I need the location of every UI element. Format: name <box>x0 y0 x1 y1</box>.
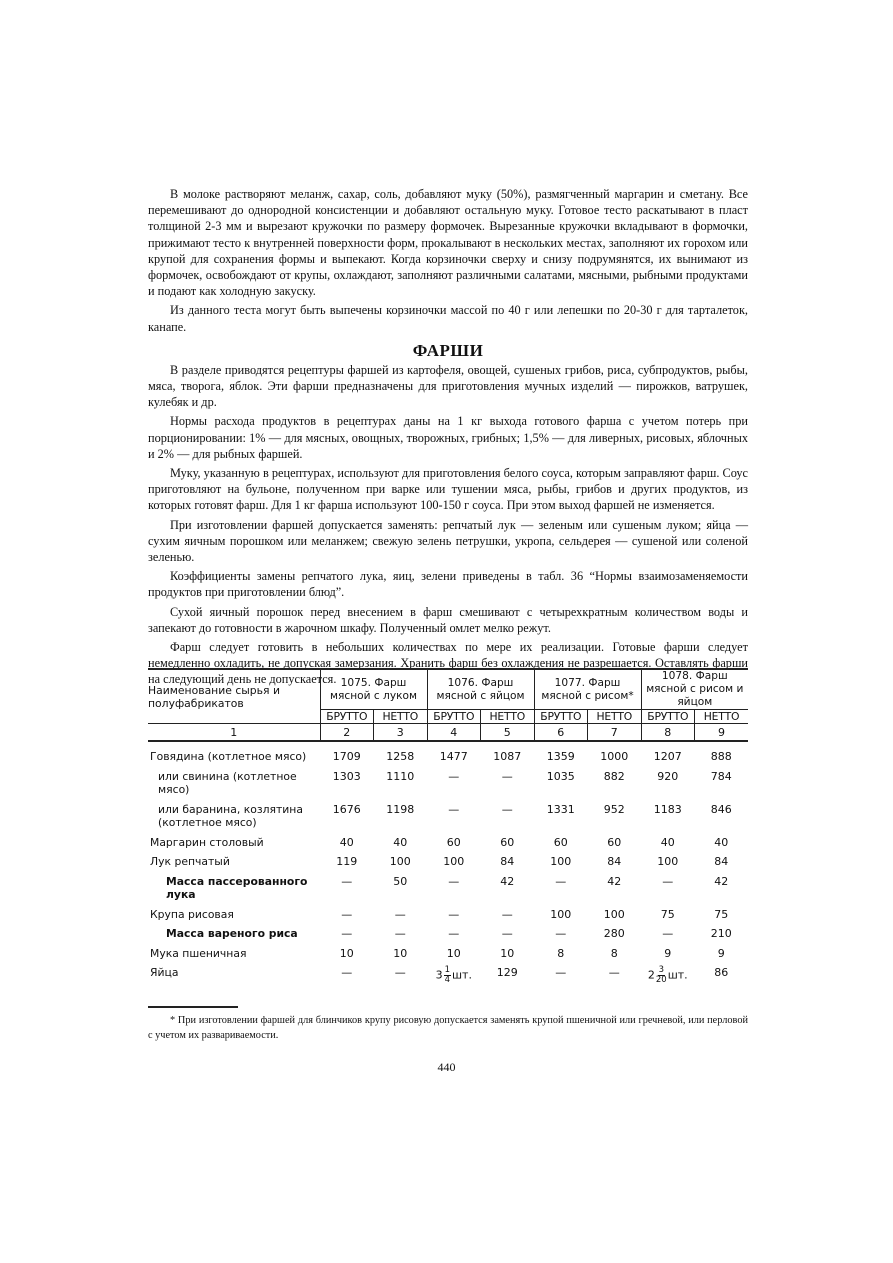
quantity-cell: 9 <box>717 946 725 960</box>
fraction-denominator: 20 <box>655 975 667 985</box>
quantity-cell: 10 <box>500 946 515 960</box>
quantity-cell: 1198 <box>386 802 415 816</box>
quantity-cell: 1709 <box>332 750 361 763</box>
section-title: ФАРШИ <box>412 340 484 360</box>
net-header: НЕТТО <box>481 710 535 724</box>
quantity-cell: 888 <box>710 750 732 763</box>
quantity-cell: 8 <box>610 946 618 960</box>
quantity-cell: 84 <box>607 855 622 868</box>
ingredient-name: Крупа рисовая <box>150 907 234 921</box>
quantity-cell: 42 <box>607 874 622 888</box>
table-row <box>148 905 748 925</box>
ingredient-name: Мука пшеничная <box>150 946 247 960</box>
quantity-cell: — <box>394 927 406 940</box>
quantity-cell: 10 <box>446 946 461 960</box>
quantity-cell: 100 <box>389 855 411 868</box>
quantity-cell: — <box>501 927 513 940</box>
gross-header: БРУТТО <box>427 710 481 724</box>
section-paragraph: Сухой яичный порошок перед внесением в фарш смешивают с четырехкратным количеством воды и запекают до готовности в жарочном шкафу. Полученный омлет мелко режут. <box>148 604 748 635</box>
section-body <box>148 362 748 688</box>
recipe-group-header: 1075. Фарш мясной с луком <box>320 669 427 710</box>
table-row <box>148 963 748 988</box>
ingredient-name: Яйца <box>150 966 179 979</box>
quantity-cell: 10 <box>393 946 408 960</box>
quantity-cell: 100 <box>443 855 465 868</box>
fraction-whole: 3 <box>435 968 443 982</box>
section-paragraph: В разделе приводятся рецептуры фаршей из картофеля, овощей, сушеных грибов, риса, субпродуктов, рыбы, мяса, творога, яблок. Эти фарши предназначены для приготовления мучных изделий — пирожков, ватрушек, кулебяк и др. <box>148 362 748 410</box>
ingredient-column-header: Наименование сырья и полуфабрикатов <box>148 669 320 724</box>
quantity-cell: 1000 <box>600 750 629 763</box>
quantity-cell: 1303 <box>332 769 361 783</box>
quantity-cell: 42 <box>714 874 729 888</box>
quantity-cell: 40 <box>660 835 675 849</box>
quantity-cell: — <box>555 966 567 979</box>
quantity-cell: — <box>448 927 460 940</box>
recipe-group-header: 1076. Фарш мясной с яйцом <box>427 669 534 710</box>
quantity-cell: 100 <box>603 907 625 921</box>
fraction-numerator: 3 <box>658 965 664 975</box>
quantity-cell: 1087 <box>493 750 522 763</box>
quantity-cell: 119 <box>336 855 358 868</box>
column-number: 1 <box>148 724 320 742</box>
quantity-cell: 10 <box>339 946 354 960</box>
quantity-cell: — <box>501 802 513 816</box>
fraction-denominator: 4 <box>444 975 450 985</box>
net-header: НЕТТО <box>374 710 428 724</box>
intro-block <box>148 186 748 335</box>
column-number: 4 <box>427 724 481 742</box>
ingredient-name: или свинина (котлетное мясо) <box>158 769 297 796</box>
gross-header: БРУТТО <box>320 710 374 724</box>
quantity-cell: — <box>448 769 460 783</box>
footnote-divider <box>148 1006 238 1008</box>
page-number: 440 <box>437 1060 456 1074</box>
quantity-cell: 60 <box>607 835 622 849</box>
quantity-cell: 1477 <box>439 750 468 763</box>
quantity-cell: 920 <box>657 769 679 783</box>
gross-header: БРУТТО <box>641 710 695 724</box>
table-row <box>148 833 748 853</box>
quantity-cell: — <box>555 927 567 940</box>
fraction-unit: шт. <box>451 968 472 982</box>
quantity-cell: 50 <box>393 874 408 888</box>
quantity-cell: 100 <box>657 855 679 868</box>
quantity-cell: 100 <box>550 855 572 868</box>
table-row <box>148 872 748 905</box>
quantity-cell: 952 <box>603 802 625 816</box>
table-row <box>148 944 748 964</box>
ingredient-name: Лук репчатый <box>150 855 230 868</box>
quantity-cell: — <box>448 907 460 921</box>
quantity-cell: 60 <box>446 835 461 849</box>
net-header: НЕТТО <box>695 710 749 724</box>
quantity-cell: — <box>448 802 460 816</box>
table-row <box>148 767 748 800</box>
quantity-cell: — <box>662 927 674 940</box>
quantity-cell: — <box>341 966 353 979</box>
section-paragraph: Нормы расхода продуктов в рецептурах даны на 1 кг выхода готового фарша с учетом потерь при порционировании: 1% — для мясных, овощных, творожных, грибных; 1,5% — для ливерных, рисовых, яблочных и 2% — для рыбных фаршей. <box>148 414 748 461</box>
quantity-cell: 1035 <box>546 769 575 783</box>
ingredient-name: Говядина (котлетное мясо) <box>150 750 307 763</box>
section-paragraph: Муку, указанную в рецептурах, используют для приготовления белого соуса, которым заправляют фарш. Соус приготовляют на бульоне, полученном при варке или тушении мяса, рыбы, грибов и других продуктов, из которых готовят фарш. Для 1 кг фарша используют 100-150 г соуса. При этом выход фаршей не изменяется. <box>148 466 748 513</box>
quantity-cell: — <box>341 907 353 921</box>
quantity-cell: 60 <box>500 835 515 849</box>
table-row <box>148 800 748 833</box>
quantity-cell: — <box>341 927 353 940</box>
fraction-numerator: 1 <box>444 965 450 975</box>
quantity-cell: 40 <box>339 835 354 849</box>
column-number: 7 <box>588 724 642 742</box>
table-body <box>148 741 748 988</box>
intro-paragraph: В молоке растворяют меланж, сахар, соль, добавляют муку (50%), размягченный маргарин и сметану. Все перемешивают до однородной консистенции и добавляют остальную муку. Готовое тесто раскатывают в пласт толщиной 2-3 мм и вырезают кружочки по размеру формочек. Вырезанные кружочки вкладывают в формочки, прижимают тесто к внутренней поверхности форм, прокалывают в нескольких местах, заполняют их горохом или крупой для сохранения формы и выпекают. Когда корзиночки сверху и снизу подрумянятся, их вынимают из формочек, освобождают от крупы, охлаждают, заполняют различными салатами, мясными, рыбными продуктами и подают как холодную закуску. <box>148 187 748 299</box>
section-paragraph: При изготовлении фаршей допускается заменять: репчатый лук — зеленым или сушеным луком; яйца — сухим яичным порошком или меланжем; свежую зелень петрушки, укропа, сельдерея — сушеной или соленой зеленью. <box>148 517 748 565</box>
column-number: 2 <box>320 724 374 742</box>
quantity-cell: 42 <box>500 874 515 888</box>
fraction <box>444 966 451 985</box>
quantity-cell: — <box>501 907 513 921</box>
ingredient-name: или баранина, козлятина (котлетное мясо) <box>158 802 303 829</box>
quantity-cell: 84 <box>500 855 515 868</box>
section-paragraph: Коэффициенты замены репчатого лука, яиц, зелени приведены в табл. 36 “Нормы взаимозаменяемости продуктов при приготовлении блюд”. <box>148 569 748 600</box>
quantity-cell: — <box>662 874 674 888</box>
quantity-cell: 1676 <box>332 802 361 816</box>
column-number: 5 <box>481 724 535 742</box>
quantity-cell: 75 <box>714 907 729 921</box>
table-row <box>148 741 748 767</box>
quantity-cell: 280 <box>603 927 625 940</box>
quantity-cell: 75 <box>660 907 675 921</box>
column-number: 6 <box>534 724 588 742</box>
quantity-cell: 129 <box>496 966 518 979</box>
intro-paragraph: Из данного теста могут быть выпечены корзиночки массой по 40 г или лепешки по 20-30 г для тарталеток, канапе. <box>148 303 748 334</box>
quantity-cell: 9 <box>664 946 672 960</box>
quantity-cell: 40 <box>393 835 408 849</box>
gross-header: БРУТТО <box>534 710 588 724</box>
quantity-cell: 1331 <box>546 802 575 816</box>
quantity-cell <box>427 963 481 988</box>
quantity-cell: 86 <box>714 966 729 979</box>
quantity-cell: 210 <box>710 927 732 940</box>
quantity-cell: 84 <box>714 855 729 868</box>
quantity-cell: 1207 <box>653 750 682 763</box>
table-row <box>148 924 748 944</box>
fraction <box>656 966 667 985</box>
ingredient-name: Масса вареного риса <box>166 927 298 940</box>
quantity-cell: 882 <box>603 769 625 783</box>
net-header: НЕТТО <box>588 710 642 724</box>
page-text <box>148 186 748 688</box>
fraction-unit: шт. <box>667 968 688 982</box>
recipe-table <box>148 668 748 988</box>
quantity-cell: 1183 <box>653 802 682 816</box>
recipe-group-header: 1077. Фарш мясной с рисом* <box>534 669 641 710</box>
quantity-cell: — <box>394 966 406 979</box>
section-paragraph: Фарш следует готовить в небольших количествах по мере их реализации. Готовые фарши следует немедленно охладить, не допуская замерзания. Хранить фарш без охлаждения не разрешается. Оставлять фарши на следующий день не допускается. <box>148 640 748 687</box>
column-number: 3 <box>374 724 428 742</box>
ingredient-name: Масса пассерованного лука <box>166 874 308 901</box>
quantity-cell: 846 <box>710 802 732 816</box>
quantity-cell: — <box>501 769 513 783</box>
footnote: * При изготовлении фаршей для блинчиков крупу рисовую допускается заменять крупой пшеничной или гречневой, или перловой с учетом их развариваемости. <box>148 1015 748 1041</box>
quantity-cell: — <box>341 874 353 888</box>
recipe-group-header: 1078. Фарш мясной с рисом и яйцом <box>641 669 748 710</box>
column-number: 8 <box>641 724 695 742</box>
quantity-cell: 1258 <box>386 750 415 763</box>
table-row <box>148 852 748 872</box>
quantity-cell: 1110 <box>386 769 415 783</box>
quantity-cell: — <box>394 907 406 921</box>
quantity-cell: 100 <box>550 907 572 921</box>
quantity-cell: — <box>608 966 620 979</box>
quantity-cell: 784 <box>710 769 732 783</box>
quantity-cell: — <box>555 874 567 888</box>
quantity-cell: 40 <box>714 835 729 849</box>
quantity-cell: 60 <box>553 835 568 849</box>
column-number: 9 <box>695 724 749 742</box>
quantity-cell: 1359 <box>546 750 575 763</box>
quantity-cell <box>641 963 695 988</box>
fraction-whole: 2 <box>647 968 655 982</box>
ingredient-name: Маргарин столовый <box>150 835 264 849</box>
quantity-cell: — <box>448 874 460 888</box>
quantity-cell: 8 <box>557 946 565 960</box>
